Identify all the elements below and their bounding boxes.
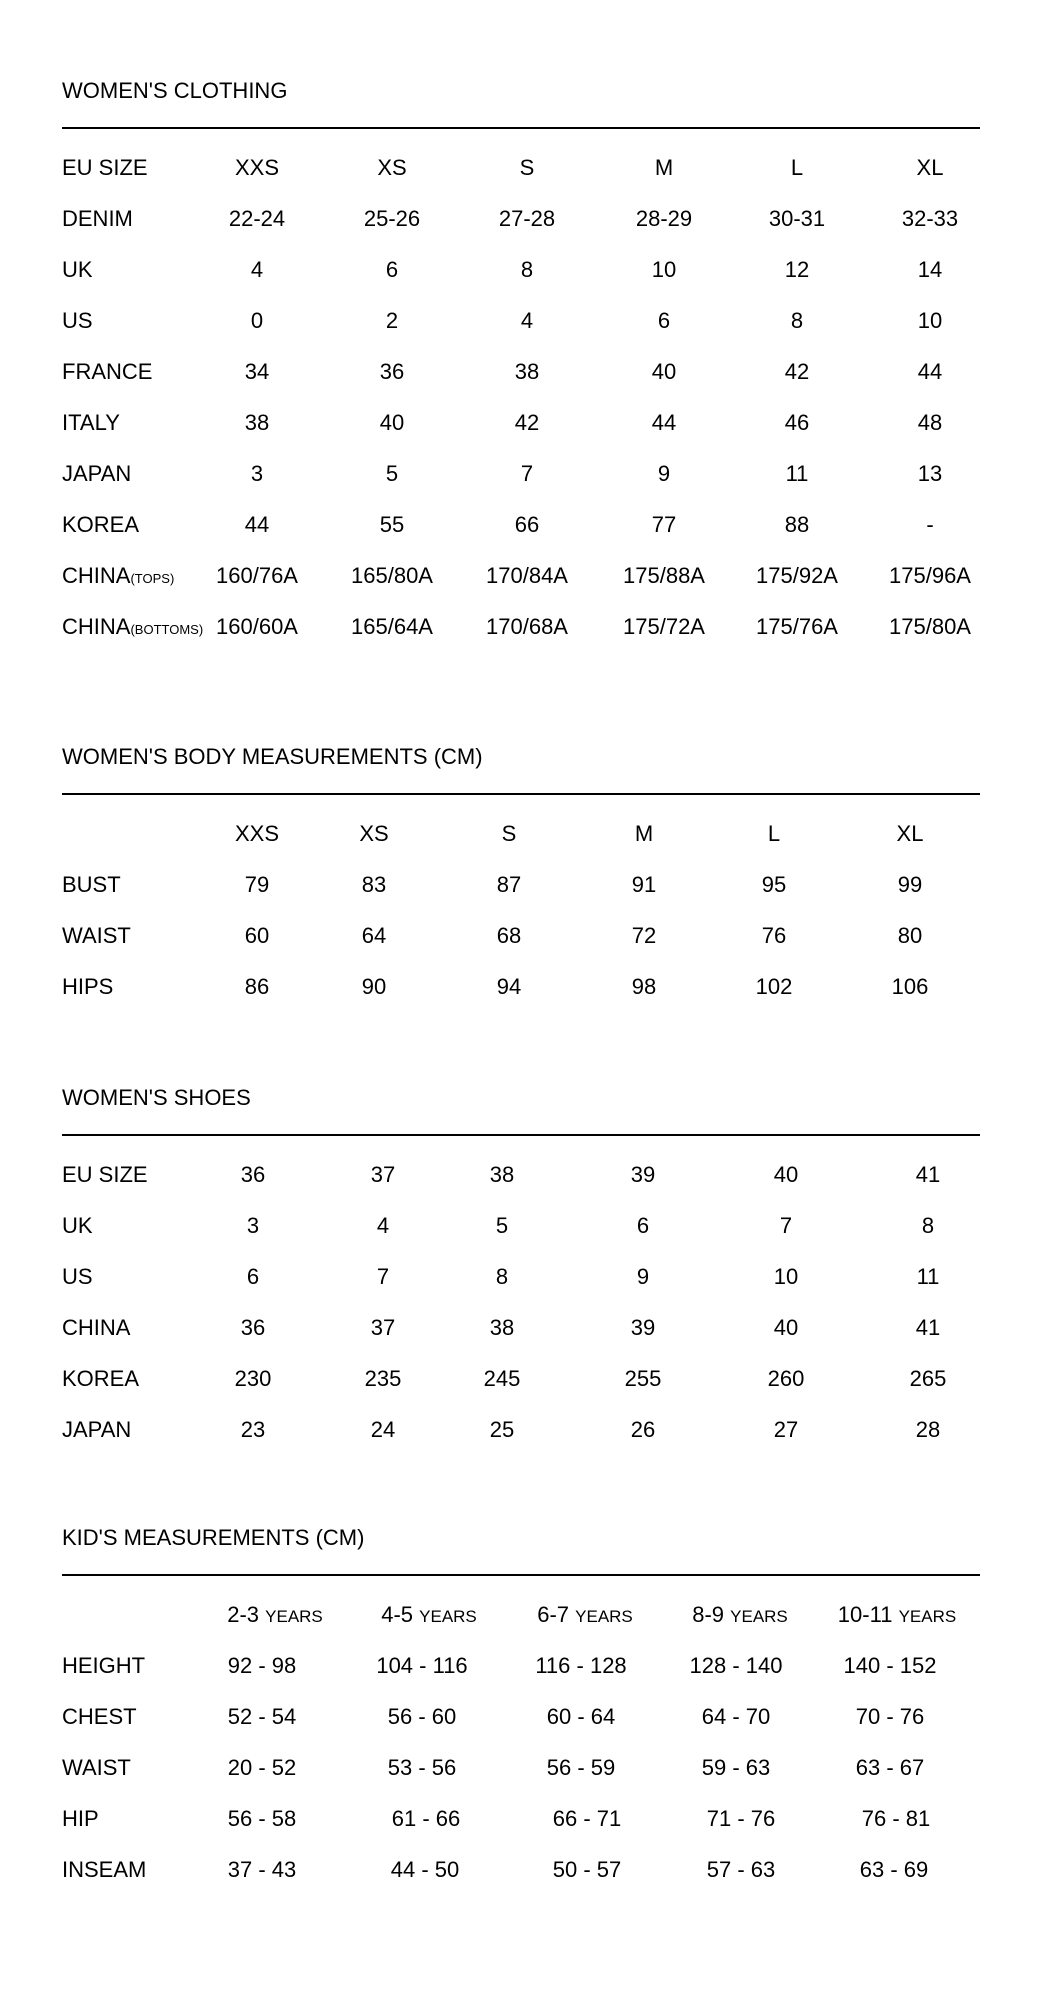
row-label: WAIST <box>62 1755 131 1780</box>
row-label: CHINA <box>62 1315 131 1340</box>
age-unit: YEARS <box>265 1607 323 1626</box>
row-label <box>62 612 203 645</box>
age-range: 2-3 <box>227 1602 260 1627</box>
table-cell: 12 <box>784 257 810 282</box>
table-cell: 10 <box>651 257 677 282</box>
table-cell: 175/80A <box>889 614 971 639</box>
table-cell: 46 <box>784 410 810 435</box>
table-cell: 41 <box>915 1315 941 1340</box>
table-cell: 72 <box>631 923 657 948</box>
womens-body-rule <box>62 793 980 795</box>
table-row <box>62 870 980 900</box>
table-cell: 4 <box>520 308 534 333</box>
table-cell: 170/84A <box>486 563 568 588</box>
row-label: CHEST <box>62 1704 137 1729</box>
row-label: HIPS <box>62 974 114 999</box>
table-cell: 39 <box>630 1162 656 1187</box>
table-cell: 60 <box>244 923 270 948</box>
table-cell: 9 <box>636 1264 650 1289</box>
table-cell: 23 <box>240 1417 266 1442</box>
row-label: BUST <box>62 872 121 897</box>
table-cell: 104 - 116 <box>376 1653 468 1678</box>
row-label-main: CHINA <box>62 563 131 588</box>
table-cell: 8 <box>495 1264 509 1289</box>
age-range: 4-5 <box>381 1602 414 1627</box>
table-cell: 8 <box>790 308 804 333</box>
table-row <box>62 1415 980 1445</box>
table-cell: 38 <box>514 359 540 384</box>
womens-clothing-section <box>62 78 980 648</box>
table-cell: 7 <box>520 461 534 486</box>
table-cell: 11 <box>916 1264 940 1289</box>
row-label: JAPAN <box>62 1417 132 1442</box>
kids-measurements-title: KID'S MEASUREMENTS (CM) <box>62 1525 365 1550</box>
table-cell: 61 - 66 <box>391 1806 461 1831</box>
kids-measurements-section <box>62 1525 980 1895</box>
table-row <box>62 357 980 387</box>
table-cell: 175/92A <box>756 563 838 588</box>
table-cell: 36 <box>379 359 405 384</box>
table-cell: 40 <box>773 1162 799 1187</box>
table-row <box>62 1804 980 1834</box>
table-cell: 88 <box>784 512 810 537</box>
table-cell: 175/88A <box>623 563 705 588</box>
row-label: INSEAM <box>62 1857 147 1882</box>
table-cell: 68 <box>496 923 522 948</box>
age-unit: YEARS <box>419 1607 477 1626</box>
table-cell: 24 <box>370 1417 396 1442</box>
table-cell: 90 <box>361 974 387 999</box>
table-header-row <box>62 1600 980 1630</box>
table-cell: 3 <box>250 461 264 486</box>
table-cell: 25 <box>489 1417 515 1442</box>
table-cell: 3 <box>246 1213 260 1238</box>
column-header: XXS <box>234 821 280 846</box>
row-label: KOREA <box>62 1366 140 1391</box>
table-cell: 95 <box>761 872 787 897</box>
row-label: US <box>62 1264 93 1289</box>
table-cell: 63 - 67 <box>855 1755 925 1780</box>
table-row <box>62 1364 980 1394</box>
table-cell: 265 <box>909 1366 947 1391</box>
table-cell: 59 - 63 <box>701 1755 771 1780</box>
table-cell: 48 <box>917 410 943 435</box>
table-cell: 106 <box>891 974 929 999</box>
table-cell: XXS <box>234 155 280 180</box>
table-cell: 52 - 54 <box>227 1704 297 1729</box>
table-row <box>62 459 980 489</box>
table-cell: 42 <box>514 410 540 435</box>
table-cell: 7 <box>376 1264 390 1289</box>
table-row <box>62 1160 980 1190</box>
column-header <box>364 1600 494 1632</box>
table-cell: 10 <box>773 1264 799 1289</box>
column-header <box>520 1600 650 1632</box>
table-cell: 37 <box>370 1162 396 1187</box>
table-cell: 44 <box>917 359 943 384</box>
table-cell: 27 <box>773 1417 799 1442</box>
table-cell: 230 <box>234 1366 272 1391</box>
row-label: HEIGHT <box>62 1653 146 1678</box>
table-cell: 170/68A <box>486 614 568 639</box>
table-cell: 60 - 64 <box>546 1704 616 1729</box>
table-cell: 36 <box>240 1315 266 1340</box>
column-header: XS <box>359 821 389 846</box>
table-cell: 44 <box>651 410 677 435</box>
table-cell: 34 <box>244 359 270 384</box>
age-range: 8-9 <box>692 1602 725 1627</box>
row-label: UK <box>62 257 93 282</box>
column-header: L <box>767 821 781 846</box>
table-cell: 50 - 57 <box>552 1857 622 1882</box>
womens-shoes-title: WOMEN'S SHOES <box>62 1085 251 1110</box>
table-cell: S <box>519 155 535 180</box>
table-cell: 6 <box>657 308 671 333</box>
table-row <box>62 204 980 234</box>
table-cell: 36 <box>240 1162 266 1187</box>
table-cell: 27-28 <box>498 206 556 231</box>
table-row <box>62 561 980 591</box>
table-row <box>62 921 980 951</box>
table-cell: 165/64A <box>351 614 433 639</box>
table-cell: 5 <box>385 461 399 486</box>
table-cell: 6 <box>636 1213 650 1238</box>
row-label <box>62 561 174 594</box>
table-cell: 128 - 140 <box>689 1653 783 1678</box>
table-cell: 6 <box>246 1264 260 1289</box>
table-cell: 235 <box>364 1366 402 1391</box>
column-header: S <box>501 821 517 846</box>
table-cell: XL <box>916 155 944 180</box>
table-cell: 56 - 59 <box>546 1755 616 1780</box>
table-cell: 56 - 58 <box>227 1806 297 1831</box>
table-row <box>62 408 980 438</box>
table-cell: 11 <box>785 461 809 486</box>
table-row <box>62 972 980 1002</box>
table-cell: 57 - 63 <box>706 1857 776 1882</box>
table-cell: 40 <box>651 359 677 384</box>
table-cell: 37 <box>370 1315 396 1340</box>
table-row <box>62 1855 980 1885</box>
table-cell: 64 <box>361 923 387 948</box>
table-cell: 70 - 76 <box>855 1704 925 1729</box>
table-cell: 32-33 <box>901 206 959 231</box>
age-range: 10-11 <box>837 1602 893 1627</box>
table-cell: 0 <box>250 308 264 333</box>
age-unit: YEARS <box>730 1607 788 1626</box>
table-row <box>62 1262 980 1292</box>
column-header: M <box>634 821 654 846</box>
table-cell: 13 <box>917 461 943 486</box>
table-cell: 6 <box>385 257 399 282</box>
table-cell: 160/60A <box>216 614 298 639</box>
table-cell: 38 <box>489 1315 515 1340</box>
womens-shoes-section <box>62 1085 980 1455</box>
row-label: HIP <box>62 1806 99 1831</box>
table-cell: 99 <box>897 872 923 897</box>
table-row <box>62 510 980 540</box>
table-header-row <box>62 819 980 849</box>
table-cell: 77 <box>651 512 677 537</box>
table-row <box>62 1211 980 1241</box>
table-cell: 38 <box>489 1162 515 1187</box>
table-cell: 4 <box>250 257 264 282</box>
table-cell: 53 - 56 <box>387 1755 457 1780</box>
womens-body-section <box>62 744 980 1014</box>
table-cell: 63 - 69 <box>859 1857 929 1882</box>
table-cell: 245 <box>483 1366 521 1391</box>
row-label: EU SIZE <box>62 155 148 180</box>
table-cell: 86 <box>244 974 270 999</box>
table-cell: 4 <box>376 1213 390 1238</box>
table-cell: 2 <box>385 308 399 333</box>
table-cell: 165/80A <box>351 563 433 588</box>
table-cell: 140 - 152 <box>843 1653 937 1678</box>
age-unit: YEARS <box>898 1607 957 1626</box>
table-cell: 10 <box>917 308 943 333</box>
table-cell: 14 <box>917 257 943 282</box>
table-cell: 76 <box>761 923 787 948</box>
table-cell: 98 <box>631 974 657 999</box>
table-cell: 22-24 <box>228 206 286 231</box>
table-row <box>62 1651 980 1681</box>
table-cell: 66 <box>514 512 540 537</box>
age-unit: YEARS <box>575 1607 633 1626</box>
row-label: EU SIZE <box>62 1162 148 1187</box>
table-cell: 28 <box>915 1417 941 1442</box>
column-header <box>210 1600 340 1632</box>
table-cell: 28-29 <box>635 206 693 231</box>
kids-measurements-rule <box>62 1574 980 1576</box>
table-cell: XS <box>377 155 407 180</box>
table-cell: 91 <box>631 872 657 897</box>
table-cell: 260 <box>767 1366 805 1391</box>
table-cell: 83 <box>361 872 387 897</box>
table-cell: 255 <box>624 1366 662 1391</box>
row-label: US <box>62 308 93 333</box>
table-cell: 44 - 50 <box>390 1857 460 1882</box>
table-cell: 8 <box>520 257 534 282</box>
table-cell: 9 <box>657 461 671 486</box>
womens-clothing-rule <box>62 127 980 129</box>
table-cell: 20 - 52 <box>227 1755 297 1780</box>
row-label: KOREA <box>62 512 140 537</box>
table-cell: L <box>790 155 804 180</box>
table-cell: 41 <box>915 1162 941 1187</box>
table-cell: 44 <box>244 512 270 537</box>
row-label-main: CHINA <box>62 614 131 639</box>
table-cell: 64 - 70 <box>701 1704 771 1729</box>
table-cell: 71 - 76 <box>706 1806 776 1831</box>
table-cell: 40 <box>773 1315 799 1340</box>
age-range: 6-7 <box>537 1602 570 1627</box>
table-cell: 42 <box>784 359 810 384</box>
row-label: WAIST <box>62 923 131 948</box>
row-label-sub: (BOTTOMS) <box>130 622 204 637</box>
table-cell: 8 <box>921 1213 935 1238</box>
table-cell: 66 - 71 <box>552 1806 622 1831</box>
table-cell: 38 <box>244 410 270 435</box>
table-cell: 87 <box>496 872 522 897</box>
row-label: JAPAN <box>62 461 132 486</box>
column-header <box>675 1600 805 1632</box>
table-cell: 160/76A <box>216 563 298 588</box>
table-cell: 94 <box>496 974 522 999</box>
table-row <box>62 1313 980 1343</box>
table-cell: 55 <box>379 512 405 537</box>
column-header: XL <box>896 821 924 846</box>
table-cell: 7 <box>779 1213 793 1238</box>
table-row <box>62 1702 980 1732</box>
table-cell: 26 <box>630 1417 656 1442</box>
table-cell: 40 <box>379 410 405 435</box>
table-row <box>62 306 980 336</box>
womens-clothing-title: WOMEN'S CLOTHING <box>62 78 288 103</box>
table-cell: 92 - 98 <box>227 1653 297 1678</box>
row-label: FRANCE <box>62 359 153 384</box>
table-cell: 80 <box>897 923 923 948</box>
table-cell: 76 - 81 <box>861 1806 931 1831</box>
table-cell: 175/96A <box>889 563 971 588</box>
table-cell: 175/72A <box>623 614 705 639</box>
table-cell: M <box>654 155 674 180</box>
table-cell: 116 - 128 <box>535 1653 627 1678</box>
womens-shoes-rule <box>62 1134 980 1136</box>
column-header <box>832 1600 962 1632</box>
table-row <box>62 1753 980 1783</box>
table-row <box>62 153 980 183</box>
womens-body-title: WOMEN'S BODY MEASUREMENTS (CM) <box>62 744 483 769</box>
table-row <box>62 612 980 642</box>
row-label-sub: (TOPS) <box>130 571 175 586</box>
table-cell: 175/76A <box>756 614 838 639</box>
table-cell: 37 - 43 <box>227 1857 297 1882</box>
table-cell: 56 - 60 <box>387 1704 457 1729</box>
table-cell: 39 <box>630 1315 656 1340</box>
row-label: UK <box>62 1213 93 1238</box>
table-cell: 79 <box>244 872 270 897</box>
row-label: DENIM <box>62 206 133 231</box>
table-cell: 30-31 <box>768 206 826 231</box>
table-cell: 102 <box>755 974 793 999</box>
row-label: ITALY <box>62 410 120 435</box>
table-cell: 25-26 <box>363 206 421 231</box>
table-row <box>62 255 980 285</box>
table-cell: - <box>926 512 934 537</box>
table-cell: 5 <box>495 1213 509 1238</box>
